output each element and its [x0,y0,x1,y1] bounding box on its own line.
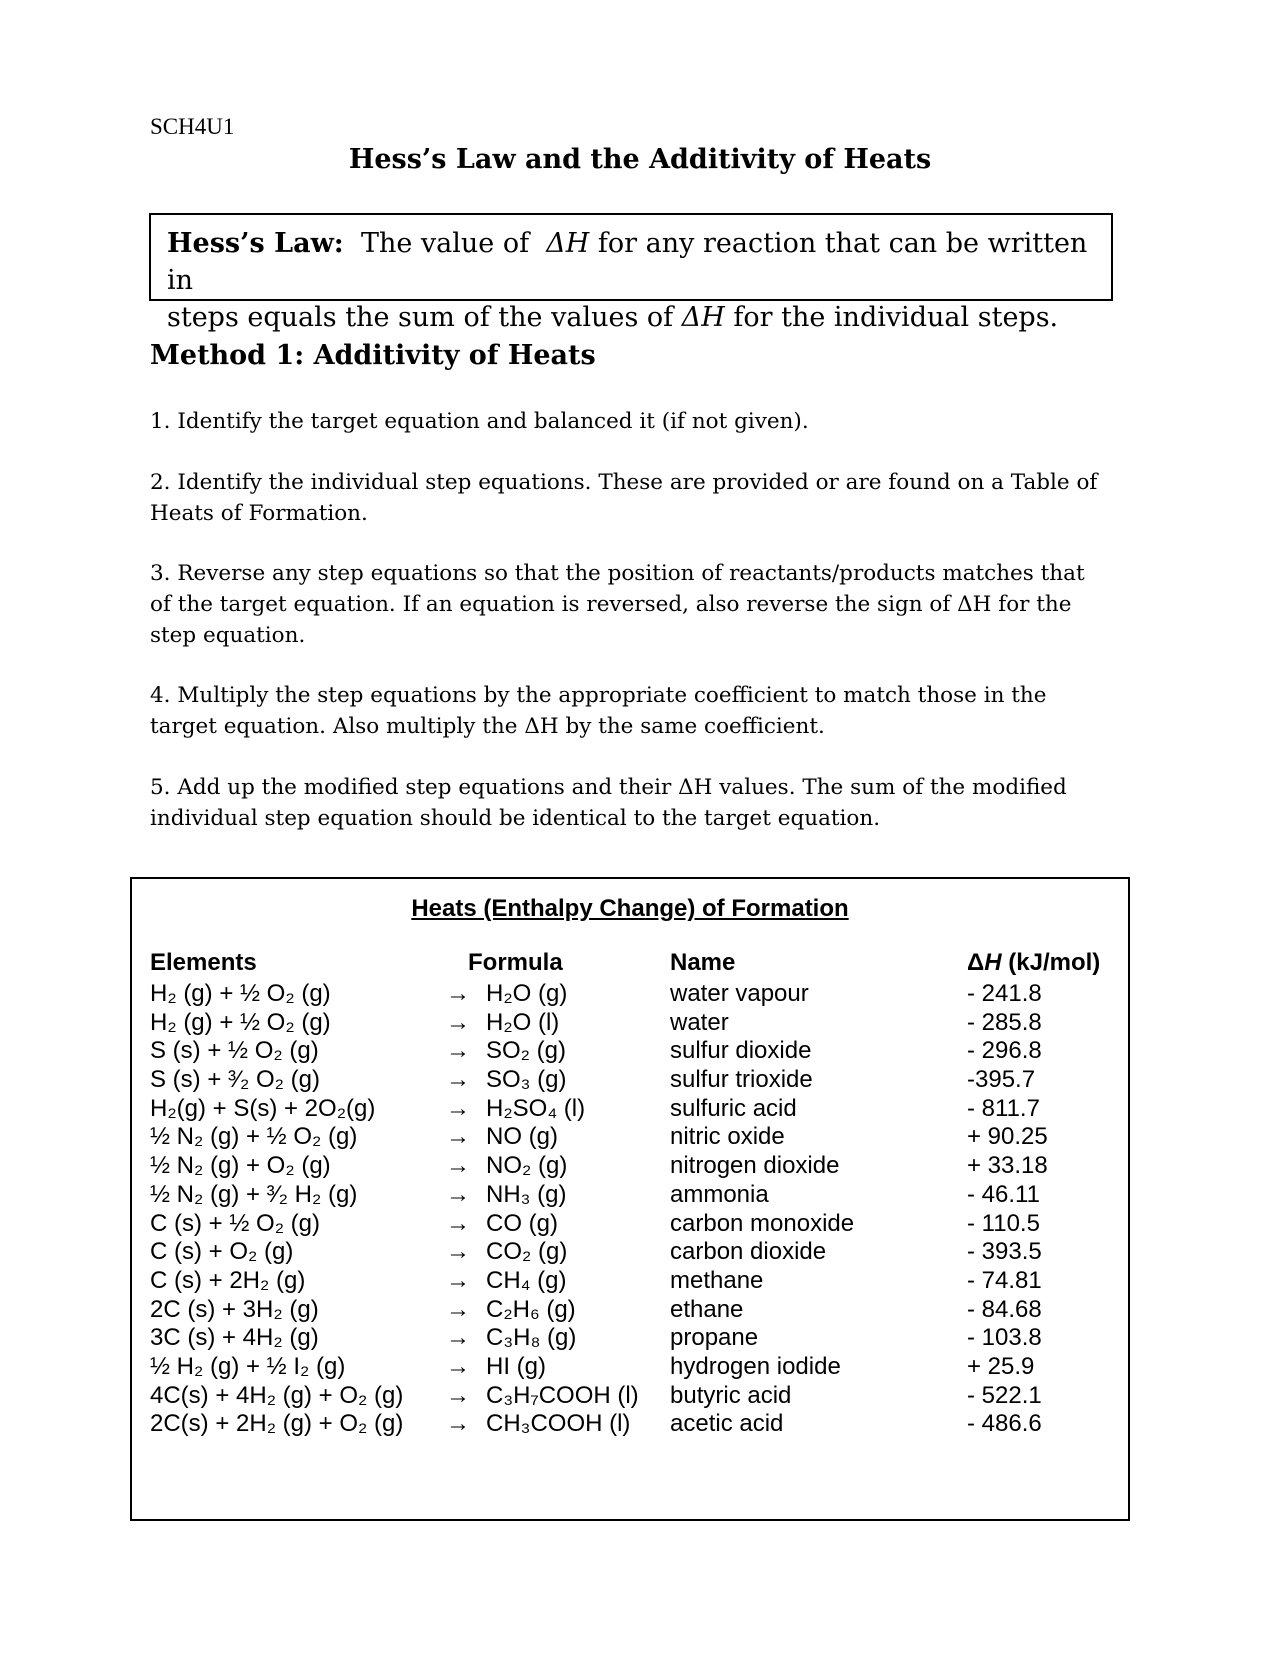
cell-delta-h: - 84.68 [967,1295,1042,1323]
cell-delta-h: - 241.8 [967,980,1042,1007]
cell-name: water [670,1008,729,1036]
table-row [132,1324,1128,1353]
arrow-icon: → [446,1238,470,1266]
arrow-icon: → [446,1008,470,1036]
cell-name: nitrogen dioxide [670,1152,840,1180]
step-3: 3. Reverse any step equations so that the position of reactants/products matches that of the target equation. If an equation is reversed, also reverse the sign of ΔH for the step equation. [150,561,1085,648]
arrow-icon: → [446,1324,470,1352]
step-5: 5. Add up the modified step equations and their ΔH values. The sum of the modified individual step equation should be identical to the target equation. [150,775,1067,831]
arrow-icon: → [446,1066,470,1094]
course-code: SCH4U1 [150,114,235,139]
cell-elements: C (s) + O₂ (g) [150,1238,294,1266]
cell-elements: ½ N₂ (g) + ³⁄₂ H₂ (g) [150,1180,358,1208]
cell-name: propane [670,1324,759,1352]
header-elements: Elements [150,949,257,976]
cell-name: water vapour [670,980,809,1007]
cell-formula: C₃H₈ (g) [486,1324,577,1352]
cell-elements: 2C (s) + 3H₂ (g) [150,1295,319,1323]
table-row [132,1353,1128,1382]
hess-law-box [149,213,1113,333]
cell-delta-h: - 486.6 [967,1410,1042,1438]
cell-elements: 2C(s) + 2H₂ (g) + O₂ (g) [150,1410,404,1438]
cell-delta-h: - 296.8 [967,1037,1042,1065]
law-label: Hess’s Law: [167,228,344,259]
law-delta-h: ΔH [546,228,590,259]
header-name: Name [670,949,736,976]
cell-elements: ½ H₂ (g) + ½ I₂ (g) [150,1352,346,1380]
cell-delta-h: - 285.8 [967,1008,1042,1036]
table-row [132,1296,1128,1325]
cell-name: ethane [670,1295,744,1323]
cell-formula: SO₃ (g) [486,1066,567,1094]
cell-elements: 3C (s) + 4H₂ (g) [150,1324,319,1352]
cell-formula: CO₂ (g) [486,1238,568,1266]
law-text-d: for the individual steps. [733,302,1059,333]
cell-formula: C₃H₇COOH (l) [486,1381,639,1409]
cell-formula: H₂O (g) [486,980,568,1007]
table-row [132,1066,1128,1095]
table-title: Heats (Enthalpy Change) of Formation [411,895,849,922]
arrow-icon: → [446,1123,470,1151]
arrow-icon: → [446,1295,470,1323]
arrow-icon: → [446,1352,470,1380]
table-row [132,1382,1128,1411]
cell-delta-h: - 811.7 [967,1094,1040,1122]
arrow-icon: → [446,1209,470,1237]
cell-delta-h: - 103.8 [967,1324,1042,1352]
table-rows [132,980,1128,1439]
arrow-icon: → [446,1094,470,1122]
cell-delta-h: + 25.9 [967,1352,1035,1380]
cell-formula: NO (g) [486,1123,558,1151]
cell-formula: NO₂ (g) [486,1152,568,1180]
cell-name: butyric acid [670,1381,792,1409]
method-heading: Method 1: Additivity of Heats [150,340,596,371]
page-title: Hess’s Law and the Additivity of Heats [348,144,932,175]
table-row [132,1410,1128,1439]
cell-delta-h: - 110.5 [967,1209,1040,1237]
cell-delta-h: + 90.25 [967,1123,1048,1151]
arrow-icon: → [446,980,470,1007]
cell-name: hydrogen iodide [670,1352,841,1380]
step-2: 2. Identify the individual step equations. These are provided or are found on a Table of Heats of Formation. [150,470,1098,526]
cell-formula: CH₄ (g) [486,1266,567,1294]
table-row [132,1238,1128,1267]
table-row [132,1267,1128,1296]
header-delta-h: ΔH (kJ/mol) [967,949,1101,976]
cell-elements: S (s) + ½ O₂ (g) [150,1037,319,1065]
header-formula: Formula [468,949,563,976]
cell-name: ammonia [670,1180,769,1208]
law-text-a: The value of [360,228,530,259]
heats-of-formation-table [130,877,1130,1521]
cell-formula: HI (g) [486,1352,546,1380]
cell-formula: CO (g) [486,1209,558,1237]
law-text-c: steps equals the sum of the values of [167,302,674,333]
cell-elements: ½ N₂ (g) + O₂ (g) [150,1152,331,1180]
table-row [132,1037,1128,1066]
step-4: 4. Multiply the step equations by the appropriate coefficient to match those in the target equation. Also multiply the ΔH by the same coefficient. [150,683,1047,739]
cell-elements: C (s) + 2H₂ (g) [150,1266,306,1294]
arrow-icon: → [446,1266,470,1294]
cell-elements: ½ N₂ (g) + ½ O₂ (g) [150,1123,358,1151]
cell-name: sulfuric acid [670,1094,797,1122]
arrow-icon: → [446,1152,470,1180]
cell-delta-h: - 74.81 [967,1266,1042,1294]
cell-formula: SO₂ (g) [486,1037,566,1065]
cell-delta-h: + 33.18 [967,1152,1048,1180]
arrow-icon: → [446,1381,470,1409]
table-row [132,1181,1128,1210]
table-row [132,1095,1128,1124]
cell-delta-h: - 46.11 [967,1180,1040,1208]
table-row [132,1210,1128,1239]
cell-formula: NH₃ (g) [486,1180,567,1208]
cell-formula: CH₃COOH (l) [486,1410,631,1438]
cell-elements: H₂ (g) + ½ O₂ (g) [150,980,331,1007]
arrow-icon: → [446,1180,470,1208]
law-delta-h-2: ΔH [681,302,725,333]
table-row [132,1123,1128,1152]
cell-elements: H₂(g) + S(s) + 2O₂(g) [150,1094,376,1122]
cell-elements: S (s) + ³⁄₂ O₂ (g) [150,1066,320,1094]
cell-name: methane [670,1266,764,1294]
arrow-icon: → [446,1410,470,1438]
cell-elements: H₂ (g) + ½ O₂ (g) [150,1008,331,1036]
cell-elements: 4C(s) + 4H₂ (g) + O₂ (g) [150,1381,404,1409]
table-row [132,1009,1128,1038]
cell-delta-h: - 522.1 [967,1381,1042,1409]
cell-name: acetic acid [670,1410,784,1438]
arrow-icon: → [446,1037,470,1065]
cell-formula: H₂SO₄ (l) [486,1094,586,1122]
cell-name: sulfur trioxide [670,1066,813,1094]
cell-delta-h: - 393.5 [967,1238,1042,1266]
step-1: 1. Identify the target equation and balanced it (if not given). [150,409,809,434]
table-row [132,980,1128,1009]
cell-formula: C₂H₆ (g) [486,1295,576,1323]
cell-formula: H₂O (l) [486,1008,560,1036]
cell-elements: C (s) + ½ O₂ (g) [150,1209,321,1237]
cell-name: nitric oxide [670,1123,785,1151]
cell-delta-h: -395.7 [967,1066,1036,1094]
cell-name: sulfur dioxide [670,1037,812,1065]
table-row [132,1152,1128,1181]
cell-name: carbon dioxide [670,1238,827,1266]
cell-name: carbon monoxide [670,1209,855,1237]
law-text-b: for any reaction that can be written in [167,228,1088,296]
